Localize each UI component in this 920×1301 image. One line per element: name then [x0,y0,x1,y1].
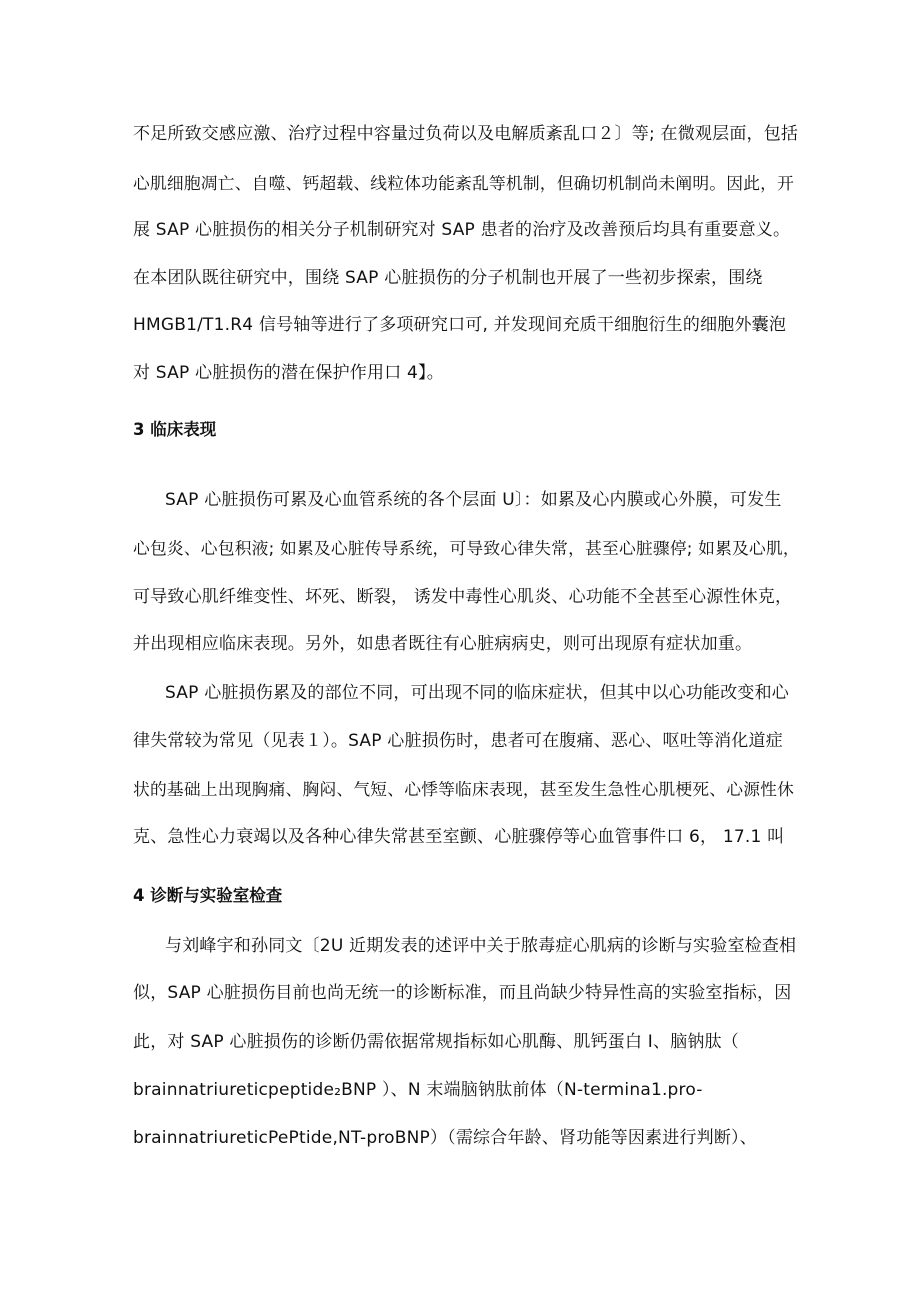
text-line: 状的基础上出现胸痛、胸闷、气短、心悸等临床表现，甚至发生急性心肌梗死、心源性休 [133,779,795,799]
text-line: 在本团队既往研究中，围绕 SAP 心脏损伤的分子机制也开展了一些初步探索，围绕 [133,268,763,288]
text-line: 展 SAP 心脏损伤的相关分子机制研究对 SAP 患者的治疗及改善预后均具有重要意义。 [133,220,791,240]
text-line: SAP 心脏损伤可累及心血管系统的各个层面 U〕：如累及心内膜或心外膜，可发生 [165,490,782,510]
text-line: 此，对 SAP 心脏损伤的诊断仍需依据常规指标如心肌酶、肌钙蛋白 I、脑钠肽（ [133,1032,740,1052]
text-line: 并出现相应临床表现。另外，如患者既往有心脏病病史，则可出现原有症状加重。 [133,634,753,654]
section-heading: 3 临床表现 [133,420,217,439]
text-line: 律失常较为常见（见表１）。SAP 心脏损伤时，患者可在腹痛、恶心、呕吐等消化道症 [133,731,783,751]
section-heading: 4 诊断与实验室检查 [133,886,283,905]
text-line: 克、急性心力衰竭以及各种心律失常甚至室颤、心脏骤停等心血管事件口 6， 17.1 叫 [133,827,785,847]
text-line: 心包炎、心包积液; 如累及心脏传导系统，可导致心律失常，甚至心脏骤停; 如累及心肌， [133,538,800,558]
text-line: HMGB1/T1.R4 信号轴等进行了多项研究口可, 并发现间充质干细胞衍生的细胞外囊泡 [133,315,787,335]
text-line: brainnatriureticPePtide,NT-proBNP）（需综合年龄、肾功能等因素进行判断）、 [133,1128,757,1148]
text-line: 可导致心肌纤维变性、坏死、断裂， 诱发中毒性心肌炎、心功能不全甚至心源性休克， [133,587,793,607]
text-line: 心肌细胞凋亡、自噬、钙超载、线粒体功能紊乱等机制，但确切机制尚未阐明。因此，开 [133,173,795,193]
text-line: 对 SAP 心脏损伤的潜在保护作用口 4】。 [133,363,444,383]
text-line: SAP 心脏损伤累及的部位不同，可出现不同的临床症状，但其中以心功能改变和心 [165,683,789,703]
text-line: 不足所致交感应激、治疗过程中容量过负荷以及电解质紊乱口２〕等; 在微观层面，包括 [133,124,799,144]
text-line: 似，SAP 心脏损伤目前也尚无统一的诊断标准，而且尚缺少特异性高的实验室指标，因 [133,983,792,1003]
text-line: brainnatriureticpeptide₂BNP ）、N 末端脑钠肽前体（N-termina1.pro- [133,1080,703,1100]
text-line: 与刘峰宇和孙同文〔2U 近期发表的述评中关于脓毒症心肌病的诊断与实验室检查相 [165,936,797,956]
